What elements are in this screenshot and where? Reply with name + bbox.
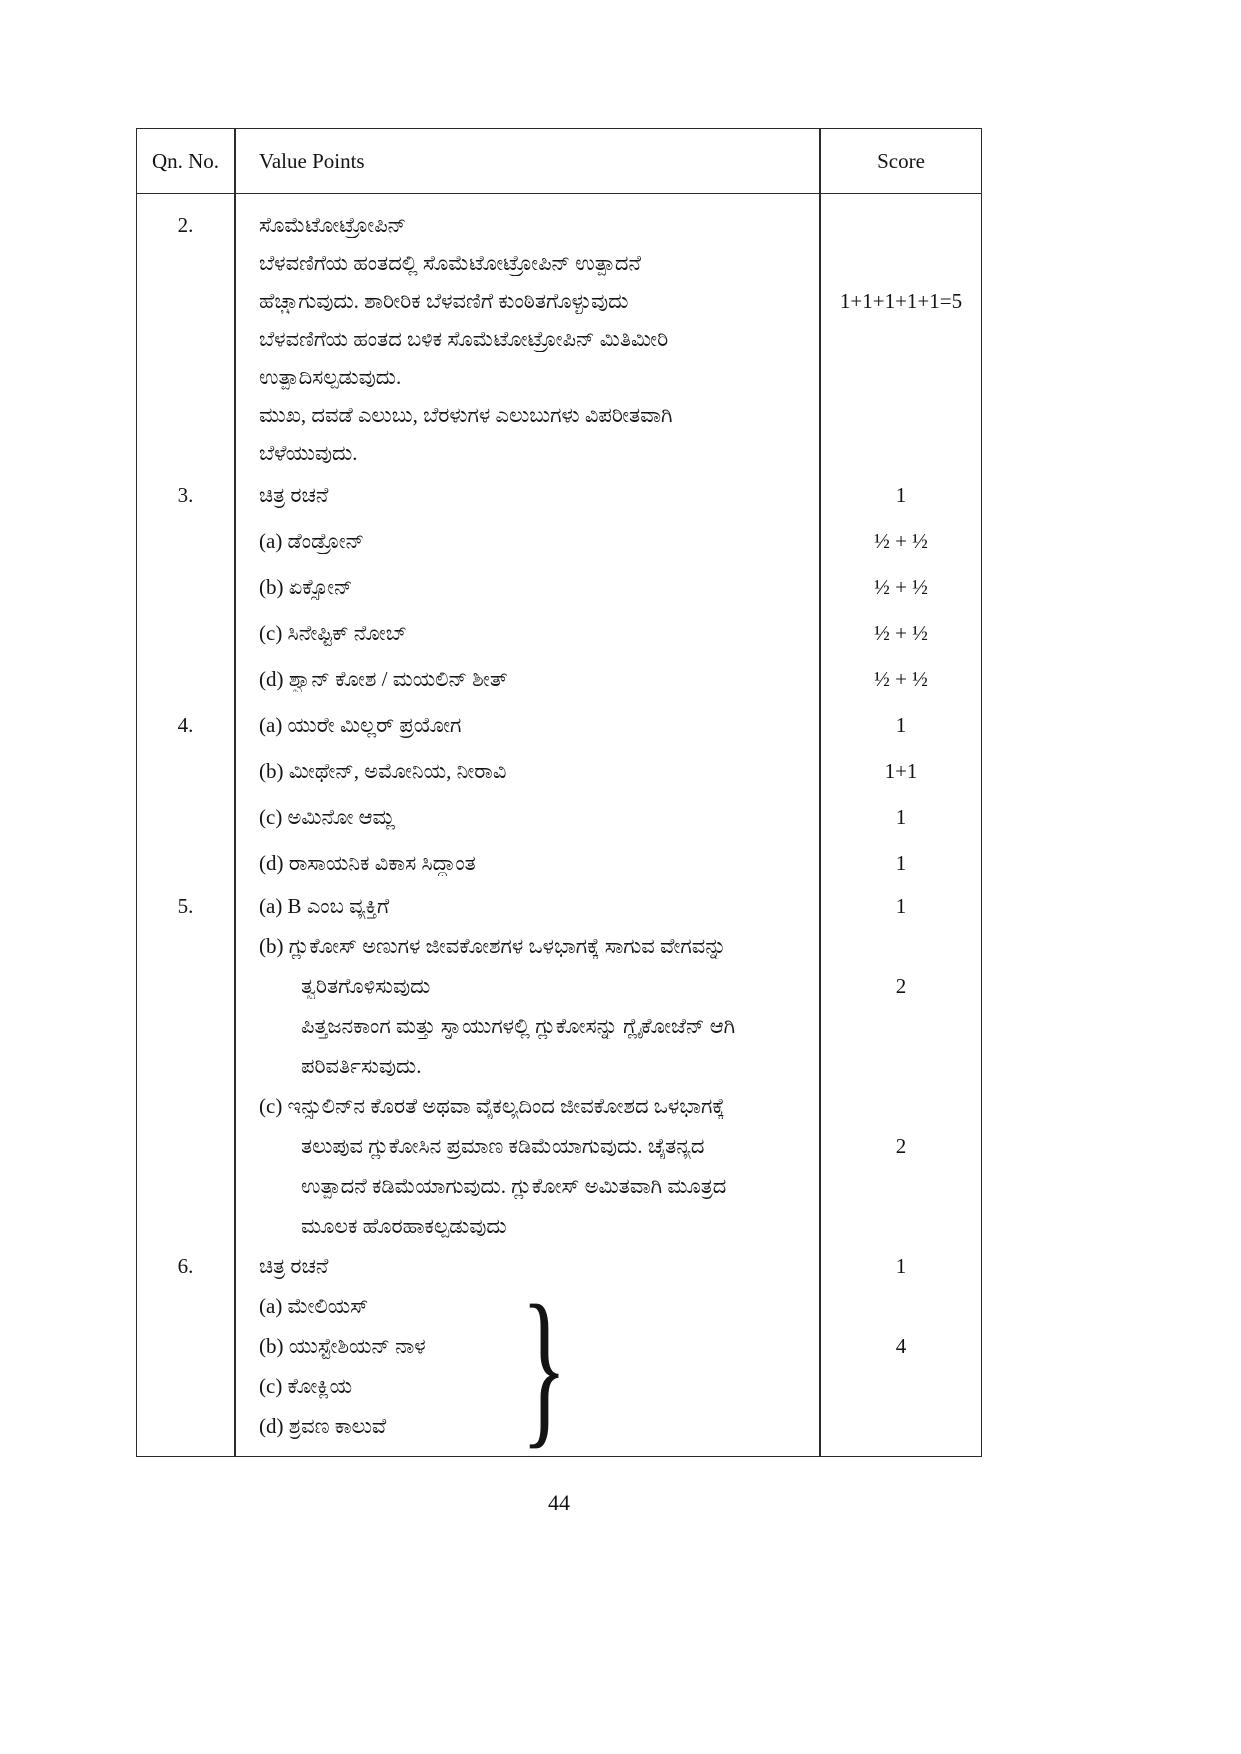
question-number: 5. [177,893,194,918]
table-row [137,1006,981,1046]
table-row [137,702,981,748]
question-block-5 [137,886,981,1246]
value-point-text: (c) ಕೋಕ್ಲಿಯ [259,1373,353,1398]
value-point-text: (a) ಯುರೇ ಮಿಲ್ಲರ್ ಪ್ರಯೋಗ [259,712,462,737]
score-value: ½ + ½ [874,620,928,645]
score-value: 1 [895,893,907,918]
table-row [137,1406,981,1446]
table-row [137,320,981,358]
value-point-text: (b) ಗ್ಲುಕೋಸ್ ಅಣುಗಳ ಜೀವಕೋಶಗಳ ಒಳಭಾಗಕ್ಕೆ ಸಾಗುವ ವೇಗವನ್ನು [259,933,727,958]
table-body [137,194,981,1463]
table-row [137,206,981,244]
value-point-text: ಬೆಳೆಯುವುದು. [259,440,358,465]
value-point-text: (c) ಸಿನೇಪ್ಟಿಕ್ ನೋಬ್ [259,620,407,645]
score-value: 4 [895,1333,907,1358]
grouping-brace: } [521,1269,568,1463]
value-point-text: ಉತ್ಪಾದನೆ ಕಡಿಮೆಯಾಗುವುದು. ಗ್ಲುಕೋಸ್ ಅಮಿತವಾಗಿ ಮೂತ್ರದ [301,1173,727,1198]
table-row [137,1166,981,1206]
score-value: 2 [895,1133,907,1158]
score-value: ½ + ½ [874,666,928,691]
table-row [137,434,981,472]
header-qn-no: Qn. No. [151,148,220,173]
value-point-text: ಉತ್ಪಾದಿಸಲ್ಪಡುವುದು. [259,364,402,389]
question-number: 6. [177,1253,194,1278]
header-score: Score [877,148,925,173]
table-row [137,564,981,610]
value-point-text: (a) B ಎಂಬ ವ್ಯಕ್ತಿಗೆ [259,893,390,918]
value-point-text: (b) ಯುಸ್ಟೇಶಿಯನ್ ನಾಳ [259,1333,426,1358]
value-point-text: ಚಿತ್ರ ರಚನೆ [259,1253,329,1278]
table-row [137,472,981,518]
value-point-text: ಪಿತ್ತಜನಕಾಂಗ ಮತ್ತು ಸ್ನಾಯುಗಳಲ್ಲಿ ಗ್ಲುಕೋಸನ್ನು ಗ್ಲೈಕೋಜೆನ್ ಆಗಿ [301,1013,736,1038]
value-point-text: ಮೂಲಕ ಹೊರಹಾಕಲ್ಪಡುವುದು [301,1213,507,1238]
score-value: ½ + ½ [874,528,928,553]
table-row [137,1326,981,1366]
value-point-text: (d) ಶ್ರವಣ ಕಾಲುವೆ [259,1413,387,1438]
value-point-text: ತ್ವರಿತಗೊಳಿಸುವುದು [301,973,431,998]
question-block-3 [137,472,981,702]
table-row [137,244,981,282]
value-point-text: (c) ಇನ್ಸುಲಿನ್‌ನ ಕೊರತೆ ಅಥವಾ ವೈಕಲ್ಯದಿಂದ ಜೀವಕೋಶದ ಒಳಭಾಗಕ್ಕೆ [259,1093,725,1118]
table-row [137,610,981,656]
value-point-text: (d) ಶ್ವಾನ್ ಕೋಶ / ಮಯಲಿನ್ ಶೀತ್ [259,666,508,691]
table-row [137,926,981,966]
score-value: ½ + ½ [874,574,928,599]
value-point-text: (d) ರಾಸಾಯನಿಕ ವಿಕಾಸ ಸಿದ್ಧಾಂತ [259,850,476,875]
value-point-text: (c) ಅಮಿನೋ ಆಮ್ಲ [259,804,396,829]
value-point-text: (b) ಏಕ್ಸೋನ್ [259,574,353,599]
value-point-text: (b) ಮೀಥೇನ್, ಅಮೋನಿಯ, ನೀರಾವಿ [259,758,507,783]
question-number: 4. [177,712,194,737]
table-row [137,358,981,396]
table-row [137,794,981,840]
table-row [137,1126,981,1166]
table-row [137,282,981,320]
value-point-text: ಚಿತ್ರ ರಚನೆ [259,482,329,507]
table-row [137,1046,981,1086]
table-header-row [137,129,981,194]
value-point-text: ಸೊಮೆಟೋಟ್ರೋಪಿನ್ [259,212,407,237]
value-point-text: (a) ಮೇಲಿಯಸ್ [259,1293,369,1318]
table-row [137,1246,981,1286]
value-point-text: ಹೆಚ್ಚಾಗುವುದು. ಶಾರೀರಿಕ ಬೆಳವಣಿಗೆ ಕುಂಠಿತಗೊಳ್ಳುವುದು [259,288,629,313]
table-row [137,396,981,434]
score-value: 1 [895,1253,907,1278]
value-point-text: (a) ಡೆಂಡ್ರೋನ್ [259,528,365,553]
value-point-text: ಬೆಳವಣಿಗೆಯ ಹಂತದ ಬಳಿಕ ಸೊಮೆಟೋಟ್ರೋಪಿನ್ ಮಿತಿಮೀರಿ [259,326,669,351]
table-row [137,1086,981,1126]
table-row [137,966,981,1006]
table-row [137,886,981,926]
question-block-6 [137,1246,981,1463]
score-value: 1 [895,712,907,737]
question-number: 2. [177,212,194,237]
question-number: 3. [177,482,194,507]
score-value: 1+1 [884,758,918,783]
value-point-text: ಮುಖ, ದವಡೆ ಎಲುಬು, ಬೆರಳುಗಳ ಎಲುಬುಗಳು ವಿಪರೀತವಾಗಿ [259,402,673,427]
table-row [137,840,981,886]
header-value-points: Value Points [259,148,365,173]
table-row [137,748,981,794]
table-row [137,1286,981,1326]
question-block-4 [137,702,981,886]
score-value: 1 [895,850,907,875]
score-value: 1 [895,804,907,829]
table-row [137,1206,981,1246]
table-row [137,1366,981,1406]
value-point-text: ತಲುಪುವ ಗ್ಲುಕೋಸಿನ ಪ್ರಮಾಣ ಕಡಿಮೆಯಾಗುವುದು. ಚೈತನ್ಯದ [301,1133,705,1158]
table-row [137,518,981,564]
marking-scheme-table [136,128,982,1463]
page-number: 44 [548,1490,570,1515]
score-value: 1+1+1+1+1=5 [839,288,963,313]
value-point-text: ಪರಿವರ್ತಿಸುವುದು. [301,1053,422,1078]
score-value: 1 [895,482,907,507]
table-row [137,656,981,702]
score-value: 2 [895,973,907,998]
value-point-text: ಬೆಳವಣಿಗೆಯ ಹಂತದಲ್ಲಿ ಸೊಮೆಟೋಟ್ರೋಪಿನ್ ಉತ್ಪಾದನೆ [259,250,641,275]
question-block-2 [137,206,981,472]
